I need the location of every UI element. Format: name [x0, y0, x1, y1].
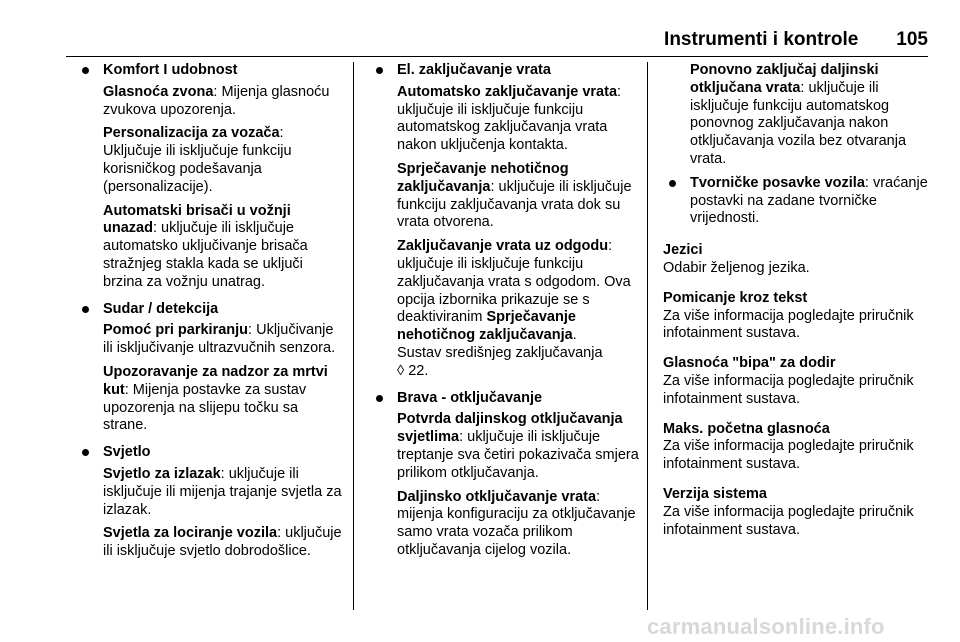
- page-reference: 22.: [408, 362, 429, 379]
- settings-list: [663, 175, 933, 228]
- entry-auto-door-lock: Automatsko zaključavanje vrata: uključuje ili isključuje funkciju automatskog zaključavanja vrata nakon uključenja kontakta.: [397, 83, 622, 154]
- section-text-scroll: Pomicanje kroz tekst Za više informacija pogledajte priručnik infotainment sustava.: [663, 289, 914, 342]
- entry-remote-unlock-light-feedback: Potvrda daljinskog otključavanja svjetlima: uključuje ili isključuje treptanje sva četiri pokazivača smjera prilikom otključavanja.: [397, 411, 639, 481]
- page-reference-icon: ◊: [397, 362, 405, 379]
- column-3: [663, 62, 933, 551]
- entry-vehicle-locator-lights: Svjetla za lociranje vozila: uključuje ili isključuje svjetlo dobrodošlice.: [103, 525, 342, 560]
- bullet-icon: [82, 449, 89, 456]
- section-system-version: Verzija sistema Za više informacija pogledajte priručnik infotainment sustava.: [663, 485, 914, 538]
- settings-list: [370, 62, 640, 560]
- section-languages: Jezici Odabir željenog jezika.: [663, 242, 810, 276]
- group-lock-unlock: [370, 390, 640, 560]
- entry-factory-settings: Tvorničke posavke vozila: vraćanje postavki na zadane tvorničke vrijednosti.: [663, 175, 933, 228]
- bullet-icon: [376, 67, 383, 74]
- entry-remote-door-unlock: Daljinsko otključavanje vrata: mijenja konfiguraciju za otključavanje samo vrata vozača prilikom otključavanja cijelog vozila.: [397, 488, 636, 558]
- entry-exit-lighting: Svjetlo za izlazak: uključuje ili isključuje ili mijenja trajanje svjetla za izlazak.: [103, 465, 342, 518]
- group-title: Brava - otključavanje: [397, 389, 543, 406]
- page-number: 105: [896, 29, 928, 50]
- entry-remote-relock: Ponovno zaključaj daljinski otključana vrata: uključuje ili isključuje funkciju automatskog ponovnog zaključavanja nakon otključavanja vozila bez otvaranja vrata.: [690, 62, 907, 167]
- entry-chime-volume: Glasnoća zvona: Mijenja glasnoću zvukova upozorenja.: [103, 83, 330, 118]
- entry-park-assist: Pomoć pri parkiranju: Uključivanje ili isključivanje ultrazvučnih senzora.: [103, 322, 336, 357]
- header-rule: [66, 56, 928, 57]
- section-max-startup-volume: Maks. početna glasnoća Za više informacija pogledajte priručnik infotainment sustava.: [663, 420, 914, 473]
- page-header: [66, 28, 928, 52]
- column-divider-1: [353, 62, 354, 610]
- group-lighting: [76, 444, 346, 561]
- group-title: El. zaključavanje vrata: [397, 62, 551, 78]
- group-title: Komfort I udobnost: [103, 62, 238, 78]
- group-power-door-locks: [370, 62, 640, 381]
- column-1: [76, 62, 346, 570]
- watermark-logo: carmanualsonline.info: [647, 614, 885, 639]
- entry-auto-rear-wiper: Automatski brisači u vožnji unazad: uključuje ili isključuje automatsko uključivanje brisača stražnjeg stakla kada se uključi brzina za vožnju unatrag.: [103, 202, 308, 290]
- entry-prevent-lock-out: Sprječavanje nehotičnog zaključavanja: uključuje ili isključuje funkciju zaključavanja vrata dok su vrata otvorena.: [397, 160, 632, 231]
- bullet-icon: [669, 180, 676, 187]
- column-divider-2: [647, 62, 648, 610]
- bullet-icon: [82, 67, 89, 74]
- group-title: Sudar / detekcija: [103, 300, 219, 317]
- section-touch-beep-volume: Glasnoća "bipa" za dodir Za više informacija pogledajte priručnik infotainment sustava.: [663, 355, 914, 407]
- group-comfort: [76, 62, 346, 292]
- column-2: [370, 62, 640, 569]
- bullet-icon: [376, 395, 383, 402]
- group-collision-detection: [76, 301, 346, 436]
- entry-delayed-door-lock: Zaključavanje vrata uz odgodu: uključuje ili isključuje funkciju zaključavanja vrata s odgodom. Ova opcija izbornika prikazuje se s deaktiviranim Sprječavanje nehotičnog zaključavanja. Sustav središnjeg zaključavanja ◊ 22.: [397, 238, 631, 379]
- page-title: Instrumenti i kontrole: [664, 29, 859, 50]
- settings-list: [76, 62, 346, 561]
- group-title: Svjetlo: [103, 444, 151, 461]
- entry-blind-spot-alert: Upozoravanje za nadzor za mrtvi kut: Mijenja postavke za sustav upozorenja na slijepu točku sa strane.: [103, 363, 328, 434]
- bullet-icon: [82, 306, 89, 313]
- entry-driver-personalization: Personalizacija za vozača: Uključuje ili isključuje funkciju korisničkog podešavanja (personalizacije).: [103, 125, 292, 195]
